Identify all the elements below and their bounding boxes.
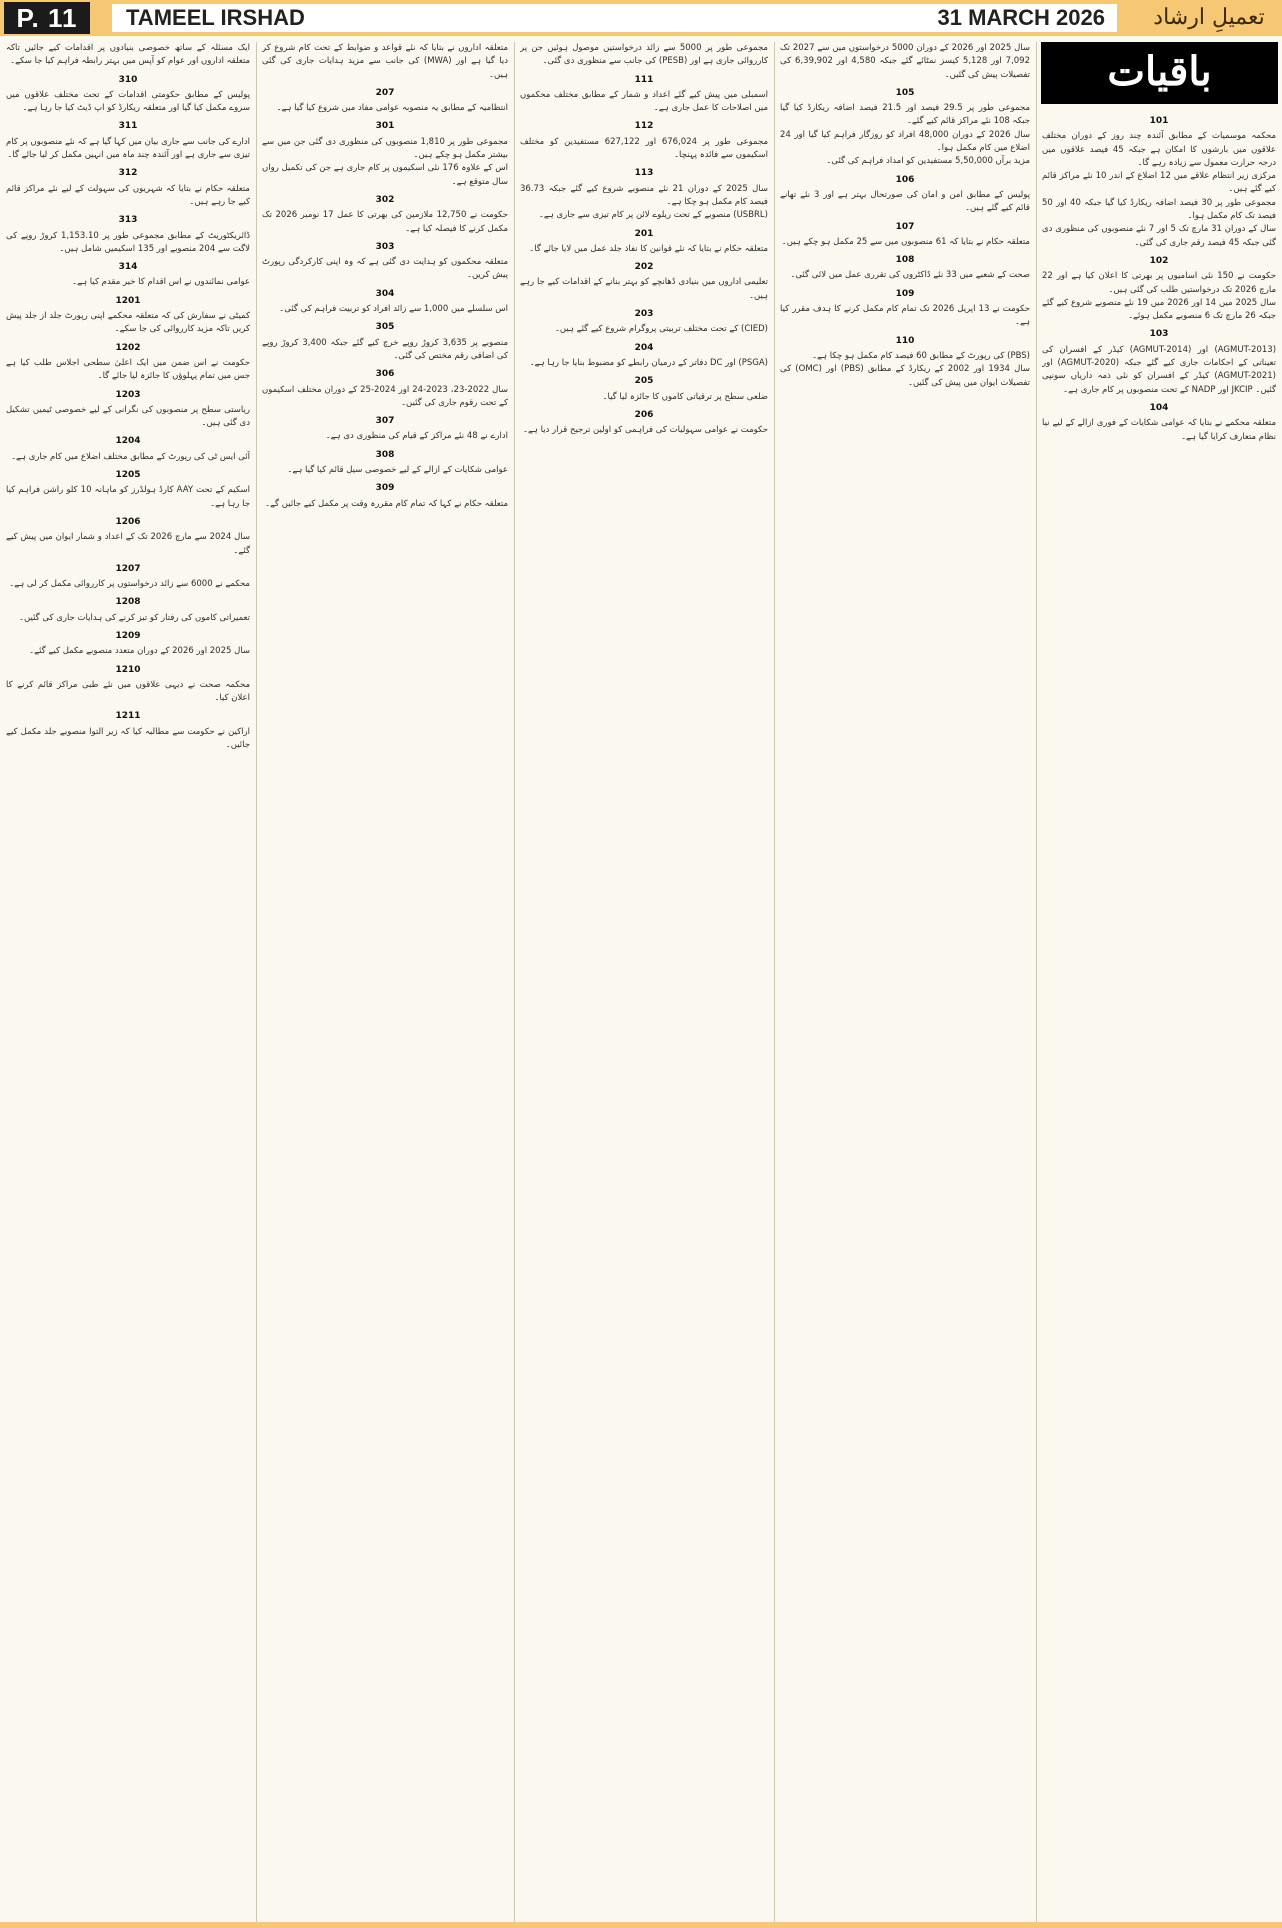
news-paragraph: (PBS) کی رپورٹ کے مطابق 60 فیصد کام مکمل ہو چکا ہے۔ (812, 350, 1030, 361)
item-number: 109 (895, 288, 915, 299)
article-column-1 (6, 42, 250, 1922)
item-number: 301 (375, 121, 395, 132)
item-number: 313 (118, 215, 138, 226)
masthead-logo: تعمیلِ ارشاد (1153, 5, 1265, 30)
item-number: 1204 (115, 436, 141, 447)
item-number: 311 (118, 121, 138, 132)
news-paragraph: مجموعی طور پر 676,024 اور 627,122 مستفیدین کو مختلف اسکیموں سے فائدہ پہنچا۔ (520, 136, 768, 161)
news-paragraph: کمیٹی نے سفارش کی کہ متعلقہ محکمے اپنی رپورٹ جلد از جلد پیش کریں تاکہ مزید کارروائی کی جا سکے۔ (6, 311, 250, 335)
news-paragraph: (AGMUT-2013) اور (AGMUT-2014) کیڈر کے افسران کی تعیناتی کے احکامات جاری کیے گئے جبکہ (AGMUT-2020) اور (AGMUT-2021) کیڈر کے افسران کو نئی ذمہ داریاں سونپی گئیں۔ JKCIP اور NADP کے تحت منصوبوں پر کام جاری ہے۔ (1042, 344, 1276, 395)
item-number: 302 (375, 194, 395, 205)
item-number: 309 (375, 483, 395, 494)
news-paragraph: حکومت نے عوامی سہولیات کی فراہمی کو اولین ترجیح قرار دیا ہے۔ (522, 425, 768, 436)
news-paragraph: تعمیراتی کاموں کی رفتار کو تیز کرنے کی ہدایات جاری کی گئیں۔ (19, 612, 250, 623)
item-number: 108 (895, 255, 915, 266)
item-number: 204 (634, 342, 654, 353)
item-number: 312 (118, 168, 138, 179)
item-number: 306 (375, 369, 395, 380)
issue-date: 31 MARCH 2026 (937, 5, 1105, 30)
news-paragraph: سال 2025 کے دوران 21 نئے منصوبے شروع کیے گئے جبکہ 36.73 فیصد کام مکمل ہو چکا ہے۔ (520, 183, 768, 207)
news-paragraph: اس سلسلے میں 1,000 سے زائد افراد کو تربیت فراہم کی گئی۔ (279, 304, 508, 315)
news-paragraph: متعلقہ حکام نے بتایا کہ نئے قوانین کا نفاذ جلد عمل میں لایا جائے گا۔ (529, 243, 768, 254)
news-paragraph: متعلقہ حکام نے بتایا کہ شہریوں کی سہولت کے لیے نئے مراکز قائم کیے جا رہے ہیں۔ (6, 183, 250, 207)
item-number: 1211 (115, 711, 141, 722)
section-banner: باقیات (1041, 42, 1278, 104)
news-paragraph: پولیس کے مطابق امن و امان کی صورتحال بہتر ہے اور 3 نئے تھانے قائم کیے گئے ہیں۔ (780, 189, 1030, 214)
item-number: 1206 (115, 516, 141, 527)
article-column-2 (262, 42, 508, 1922)
item-number: 113 (634, 168, 654, 179)
item-number: 206 (634, 409, 654, 420)
news-paragraph: عوامی نمائندوں نے اس اقدام کا خیر مقدم کیا ہے۔ (72, 277, 250, 288)
item-number: 1205 (115, 470, 141, 481)
news-paragraph: ایک مسئلہ کے ساتھ خصوصی بنیادوں پر اقدامات کیے جائیں تاکہ متعلقہ اداروں اور عوام کو آپس میں بہتر رابطہ فراہم کیا جا سکے۔ (6, 43, 250, 67)
news-paragraph: سال 2025 اور 2026 کے دوران متعدد منصوبے مکمل کیے گئے۔ (29, 646, 250, 657)
news-paragraph: سال 2025 اور 2026 کے دوران 5000 درخواستوں میں سے 2027 تک 7,092 اور 5,128 کیسز نمٹائے گئے جبکہ 4,580 اور 6,39,902 کی تفصیلات پیش کی گئیں۔ (780, 43, 1030, 80)
article-column-5 (1042, 110, 1276, 1922)
item-number: 110 (895, 335, 915, 346)
item-number: 304 (375, 288, 395, 299)
news-paragraph: متعلقہ اداروں نے بتایا کہ نئے قواعد و ضوابط کے تحت کام شروع کر دیا گیا ہے اور (MWA) کی جانب سے مزید ہدایات جاری کی گئی ہیں۔ (262, 43, 508, 80)
news-paragraph: منصوبے پر 3,635 کروڑ روپے خرچ کیے گئے جبکہ 3,400 کروڑ روپے کی اضافی رقم مختص کی گئی۔ (262, 337, 508, 361)
news-paragraph: ادارے نے 48 نئے مراکز کے قیام کی منظوری دی ہے۔ (325, 431, 508, 442)
news-paragraph: متعلقہ محکمے نے بتایا کہ عوامی شکایات کے فوری ازالے کے لیے نیا نظام متعارف کرایا گیا ہے۔ (1042, 418, 1276, 442)
item-number: 205 (634, 376, 654, 387)
item-number: 105 (895, 87, 915, 98)
newspaper-name: TAMEEL IRSHAD (126, 5, 305, 30)
news-paragraph: اسکیم کے تحت AAY کارڈ ہولڈرز کو ماہانہ 10 کلو راشن فراہم کیا جا رہا ہے۔ (6, 485, 250, 509)
news-paragraph: سال کے دوران 31 مارچ تک 5 اور 7 نئے منصوبوں کی منظوری دی گئی جبکہ 45 فیصد رقم جاری کی گئی۔ (1042, 224, 1276, 248)
item-number: 1207 (115, 563, 141, 574)
news-paragraph: متعلقہ حکام نے کہا کہ تمام کام مقررہ وقت پر مکمل کیے جائیں گے۔ (265, 498, 508, 509)
item-number: 1201 (115, 295, 141, 306)
item-number: 1210 (115, 664, 141, 675)
item-number: 107 (895, 221, 915, 232)
news-paragraph: ادارے کی جانب سے جاری بیان میں کہا گیا ہے کہ نئے منصوبوں پر کام تیزی سے جاری ہے اور آئندہ چند ماہ میں انہیں مکمل کر لیا جائے گا۔ (6, 136, 250, 161)
item-number: 1202 (115, 342, 141, 353)
article-column-3 (520, 42, 768, 1922)
news-paragraph: حکومت نے 150 نئی اسامیوں پر بھرتی کا اعلان کیا ہے اور 22 مارچ 2026 تک درخواستیں طلب کی گئی ہیں۔ (1042, 271, 1276, 295)
news-paragraph: سال 2025 میں 14 اور 2026 میں 19 نئے منصوبے شروع کیے گئے جبکہ 26 مارچ تک 6 منصوبے مکمل ہوئے۔ (1042, 297, 1276, 322)
news-paragraph: محکمہ صحت نے دیہی علاقوں میں نئے طبی مراکز قائم کرنے کا اعلان کیا۔ (6, 679, 250, 704)
item-number: 104 (1149, 402, 1169, 413)
title-bar (112, 4, 1117, 32)
news-paragraph: متعلقہ حکام نے بتایا کہ 61 منصوبوں میں سے 25 مکمل ہو چکے ہیں۔ (781, 236, 1030, 247)
news-paragraph: حکومت نے 13 اپریل 2026 تک تمام کام مکمل کرنے کا ہدف مقرر کیا ہے۔ (780, 304, 1030, 328)
news-paragraph: متعلقہ محکموں کو ہدایت دی گئی ہے کہ وہ اپنی کارکردگی رپورٹ پیش کریں۔ (262, 257, 508, 281)
news-paragraph: سال 2022-23، 2023-24 اور 2024-25 کے دوران مختلف اسکیموں کے تحت رقوم جاری کی گئیں۔ (262, 384, 508, 408)
item-number: 103 (1149, 329, 1169, 340)
news-paragraph: ضلعی سطح پر ترقیاتی کاموں کا جائزہ لیا گیا۔ (602, 391, 768, 402)
news-paragraph: صحت کے شعبے میں 33 نئے ڈاکٹروں کی تقرری عمل میں لائی گئی۔ (790, 270, 1030, 281)
item-number: 314 (118, 262, 138, 273)
page-header (0, 0, 1282, 36)
item-number: 305 (375, 322, 395, 333)
item-number: 1203 (115, 389, 141, 400)
news-paragraph: اسمبلی میں پیش کیے گئے اعداد و شمار کے مطابق مختلف محکموں میں اصلاحات کا عمل جاری ہے۔ (520, 89, 768, 114)
item-number: 202 (634, 262, 654, 273)
item-number: 101 (1149, 116, 1169, 126)
item-number: 102 (1149, 255, 1169, 266)
item-number: 308 (375, 449, 395, 460)
news-paragraph: سال 1934 اور 2002 کے ریکارڈ کے مطابق (PBS) اور (OMC) کی تفصیلات ایوان میں پیش کی گئیں۔ (780, 364, 1030, 388)
item-number: 106 (895, 174, 915, 185)
item-number: 1209 (115, 630, 141, 641)
news-paragraph: سال 2026 کے دوران 48,000 افراد کو روزگار فراہم کیا گیا اور 24 اضلاع میں کام مکمل ہوا۔ (780, 129, 1030, 154)
news-paragraph: اراکین نے حکومت سے مطالبہ کیا کہ زیر التوا منصوبے جلد مکمل کیے جائیں۔ (6, 726, 250, 751)
item-number: 310 (118, 74, 138, 85)
footer-rule (0, 1922, 1282, 1928)
item-number: 207 (375, 87, 395, 98)
news-paragraph: مجموعی طور پر 29.5 فیصد اور 21.5 فیصد اضافہ ریکارڈ کیا گیا جبکہ 108 نئے مراکز قائم کیے گئے۔ (780, 103, 1030, 127)
item-number: 201 (634, 228, 654, 239)
news-paragraph: مزید برآں 5,50,000 مستفیدین کو امداد فراہم کی گئی۔ (826, 156, 1030, 167)
news-paragraph: ڈائریکٹوریٹ کے مطابق مجموعی طور پر 1,153.10 کروڑ روپے کی لاگت سے 204 منصوبے اور 135 اسکیمیں شامل ہیں۔ (6, 230, 250, 254)
news-paragraph: مجموعی طور پر 1,810 منصوبوں کی منظوری دی گئی جن میں سے بیشتر مکمل ہو چکے ہیں۔ (262, 136, 508, 161)
news-paragraph: (USBRL) منصوبے کے تحت ریلوے لائن پر کام تیزی سے جاری ہے۔ (538, 210, 768, 221)
item-number: 203 (634, 309, 654, 320)
news-paragraph: محکمے نے 6000 سے زائد درخواستوں پر کارروائی مکمل کر لی ہے۔ (9, 579, 250, 590)
news-paragraph: ریاستی سطح پر منصوبوں کی نگرانی کے لیے خصوصی ٹیمیں تشکیل دی گئی ہیں۔ (6, 404, 250, 429)
news-paragraph: پولیس کے مطابق حکومتی اقدامات کے تحت مختلف علاقوں میں سروے مکمل کیا گیا اور متعلقہ ریکارڈ کو اپ ڈیٹ کیا جا رہا ہے۔ (6, 89, 250, 114)
news-paragraph: حکومت نے اس ضمن میں ایک اعلیٰ سطحی اجلاس طلب کیا ہے جس میں تمام پہلوؤں کا جائزہ لیا جائے گا۔ (6, 357, 250, 382)
news-paragraph: عوامی شکایات کے ازالے کے لیے خصوصی سیل قائم کیا گیا ہے۔ (287, 465, 508, 476)
item-number: 303 (375, 241, 395, 252)
news-paragraph: (PSGA) اور DC دفاتر کے درمیان رابطے کو مضبوط بنایا جا رہا ہے۔ (529, 357, 768, 368)
news-paragraph: حکومت نے 12,750 ملازمین کی بھرتی کا عمل 17 نومبر 2026 تک مکمل کرنے کا فیصلہ کیا ہے۔ (262, 210, 508, 234)
news-paragraph: محکمہ موسمیات کے مطابق آئندہ چند روز کے دوران مختلف علاقوں میں بارشوں کا امکان ہے جبکہ 45 فیصد علاقوں میں درجہ حرارت معمول سے زیادہ رہے گا۔ (1042, 131, 1276, 168)
item-number: 111 (634, 74, 654, 85)
page-number: P. 11 (4, 2, 90, 34)
news-paragraph: انتظامیہ کے مطابق یہ منصوبہ عوامی مفاد میں شروع کیا گیا ہے۔ (276, 103, 508, 114)
news-paragraph: سال 2024 سے مارچ 2026 تک کے اعداد و شمار ایوان میں پیش کیے گئے۔ (6, 532, 250, 556)
news-paragraph: مجموعی طور پر 30 فیصد اضافہ ریکارڈ کیا گیا جبکہ 40 اور 50 فیصد تک کام مکمل ہوا۔ (1042, 197, 1276, 222)
item-number: 1208 (115, 597, 141, 608)
news-paragraph: تعلیمی اداروں میں بنیادی ڈھانچے کو بہتر بنانے کے اقدامات کیے جا رہے ہیں۔ (520, 277, 768, 301)
news-paragraph: مرکزی زیر انتظام علاقے میں 12 اضلاع کے اندر 10 نئے مراکز قائم کیے گئے ہیں۔ (1042, 171, 1276, 195)
news-paragraph: اس کے علاوہ 176 نئی اسکیموں پر کام جاری ہے جن کی تکمیل رواں سال متوقع ہے۔ (262, 163, 508, 187)
news-paragraph: آئی ایس ٹی کی رپورٹ کے مطابق مختلف اضلاع میں کام جاری ہے۔ (11, 451, 250, 462)
item-number: 112 (634, 121, 654, 132)
news-paragraph: (CIED) کے تحت مختلف تربیتی پروگرام شروع کیے گئے ہیں۔ (554, 324, 768, 335)
news-paragraph: مجموعی طور پر 5000 سے زائد درخواستیں موصول ہوئیں جن پر کارروائی جاری ہے اور (PESB) کی جانب سے منظوری دی گئی۔ (520, 43, 768, 67)
article-column-4 (780, 42, 1030, 1922)
item-number: 307 (375, 416, 395, 427)
